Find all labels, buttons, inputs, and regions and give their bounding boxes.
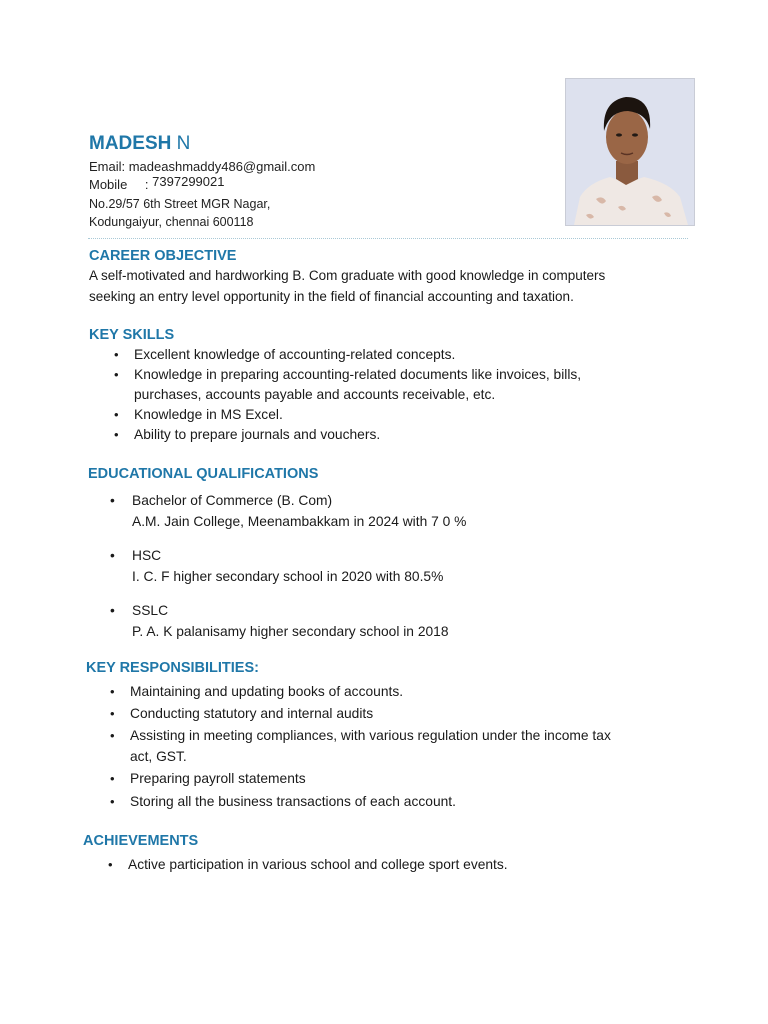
list-item: • Active participation in various school and college sport events. [104,855,508,875]
career-objective-line: A self-motivated and hardworking B. Com graduate with good knowledge in computers [89,268,606,283]
list-item-continuation: purchases, accounts payable and accounts receivable, etc. [134,387,496,402]
candidate-name [89,133,190,155]
bullet-icon: • [108,857,113,872]
list-item: • Knowledge in MS Excel. [110,405,581,425]
responsibilities-list [106,681,611,813]
achievements-heading: ACHIEVEMENTS [83,833,199,849]
list-item: • Knowledge in preparing accounting-related documents like invoices, bills, [110,365,581,385]
list-item: • Storing all the business transactions of each account. [106,790,611,813]
list-item: • Assisting in meeting compliances, with various regulation under the income tax [106,725,611,747]
bullet-icon: • [110,493,115,508]
list-item: • Excellent knowledge of accounting-related concepts. [110,345,581,365]
email-line: Email: madeashmaddy486@gmail.com [89,159,316,174]
mobile-separator: : [144,177,149,192]
mobile-line [89,174,225,192]
candidate-first-name: MADESH [89,133,172,154]
education-heading: EDUCATIONAL QUALIFICATIONS [88,466,319,482]
profile-photo-illustration [566,79,694,225]
education-title: Bachelor of Commerce (B. Com) [132,493,333,508]
education-detail: P. A. K palanisamy higher secondary school in 2018 [132,624,449,639]
list-item: • Conducting statutory and internal audits [106,703,611,725]
list-item-continuation: act, GST. [130,749,187,764]
bullet-icon: • [110,684,115,699]
education-title: SSLC [132,603,169,618]
education-detail: I. C. F higher secondary school in 2020 with 80.5% [132,569,444,584]
bullet-icon: • [114,407,119,422]
career-objective-heading: CAREER OBJECTIVE [89,248,237,264]
bullet-icon: • [110,603,115,618]
bullet-icon: • [110,794,115,809]
mobile-number: 7397299021 [152,174,225,189]
key-skills-list [110,345,581,445]
career-objective-line: seeking an entry level opportunity in the field of financial accounting and taxation. [89,289,574,304]
education-item-bcom [110,490,467,532]
mobile-label: Mobile [89,177,128,192]
responsibilities-heading: KEY RESPONSIBILITIES: [86,660,259,676]
list-item: • Preparing payroll statements [106,767,611,790]
education-title: HSC [132,548,162,563]
bullet-icon: • [110,548,115,563]
header-divider [88,238,688,239]
education-item-hsc [110,545,444,587]
career-objective-text [89,265,605,307]
achievements-list [104,855,508,875]
bullet-icon: • [114,367,119,382]
key-skills-heading: KEY SKILLS [89,327,175,343]
education-detail: A.M. Jain College, Meenambakkam in 2024 with 7 0 % [132,514,467,529]
list-item: • Maintaining and updating books of accounts. [106,681,611,703]
bullet-icon: • [114,347,119,362]
candidate-initial: N [176,133,191,154]
bullet-icon: • [110,771,115,786]
bullet-icon: • [110,706,115,721]
address-line-2: Kodungaiyur, chennai 600118 [89,215,254,229]
bullet-icon: • [114,427,119,442]
education-item-sslc [110,600,449,642]
bullet-icon: • [110,728,115,743]
list-item: • Ability to prepare journals and vouchers. [110,425,581,445]
profile-photo [565,78,695,226]
address-line-1: No.29/57 6th Street MGR Nagar, [89,197,271,211]
